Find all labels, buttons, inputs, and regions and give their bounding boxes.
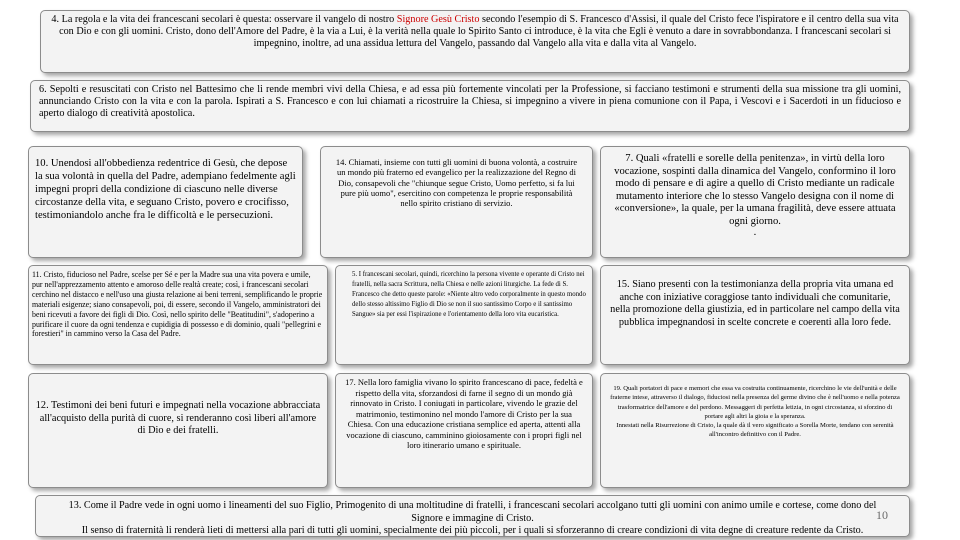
article-13-text-2: Il senso di fraternità li renderà lieti di mettersi alla pari di tutti gli uomini, specialmente dei più piccoli, per i quali si sforzeranno di creare condizioni di vita degne di creature redente da Cristo.: [81, 525, 864, 536]
article-14-box: [320, 146, 593, 258]
article-13-text-1: 13. Come il Padre vede in ogni uomo i lineamenti del suo Figlio, Primogenito di una moltitudine di fratelli, i francescani secolari accolgano tutti gli uomini con animo umile e cortese, come dono del Signore e immagine di Cristo.: [68, 500, 877, 524]
highlight-signore-gesu-cristo: Signore Gesù Cristo: [396, 14, 480, 25]
article-10-text: 10. Unendosi all'obbedienza redentrice di Gesù, che depose la sua volontà in quella del Padre, adempiano fedelmente agli impegni propri della condizione di ciascuno nelle diverse circostanze della vita, e seguano Cristo, povero e crocifisso, testimoniandolo anche fra le difficoltà e le persecuzioni.: [35, 158, 296, 221]
slide-number: 10: [876, 508, 888, 522]
article-15-box: [600, 265, 910, 365]
article-7-text: 7. Quali «fratelli e sorelle della penitenza», in virtù della loro vocazione, sospinti dalla dinamica del Vangelo, conformino il loro modo di pensare e di agire a quello di Cristo mediante un radicale mutamento interiore che lo stesso Vangelo designa con il nome di «conversione», la quale, per la umana fragilità, deve essere attuata ogni giorno.: [614, 153, 896, 227]
article-4-text: 4. La regola e la vita dei francescani secolari è questa: osservare il vangelo di nostro Signore Gesù Cristo secondo l'esempio di S. Francesco d'Assisi, il quale del Cristo fece l'ispiratore e il centro della sua vita con Dio e con gli uomini. Cristo, dono dell'Amore del Padre, è la via a Lui, è la verità nella quale lo Spirito Santo ci introduce, è la vita che Egli è venuto a dare in sovrabbondanza. I francescani secolari si impegnino, inoltre, ad una assidua lettura del Vangelo, passando dal Vangelo alla vita e dalla vita al Vangelo.: [51, 14, 899, 49]
article-19-box: [600, 373, 910, 488]
article-12-box: [28, 373, 328, 488]
article-12-text: 12. Testimoni dei beni futuri e impegnati nella vocazione abbracciata all'acquisto della purità di cuore, si renderanno così liberi all'amore di Dio e dei fratelli.: [35, 400, 321, 436]
article-17-text: 17. Nella loro famiglia vivano lo spirito francescano di pace, fedeltà e rispetto della vita, sforzandosi di farne il segno di un mondo già rinnovato in Cristo. I coniugati in particolare, vivendo le grazie del matrimonio, testimonino nel mondo l'amore di Cristo per la sua Chiesa. Con una educazione cristiana semplice ed aperta, attenti alla vocazione di ciascuno, camminino gioiosamente con i propri figli nel loro itinerario umano e spirituale.: [345, 377, 583, 450]
article-11-text: 11. Cristo, fiducioso nel Padre, scelse per Sé e per la Madre sua una vita povera e umile, pur nell'apprezzamento attento e amoroso delle realtà create; così, i francescani secolari cerchino nel distacco e nell'uso una giusta relazione ai beni terreni, semplificando le proprie materiali esigenze; siano consapevoli, poi, di essere, secondo il Vangelo, amministratori dei beni ricevuti a favore dei figli di Dio. Così, nello spirito delle "Beatitudini", s'adoperino a purificare il cuore da ogni tendenza e cupidigia di possesso e di dominio, quali "pellegrini e forestieri" in cammino verso la Casa del Padre.: [32, 270, 323, 339]
article-19-text-1: 19. Quali portatori di pace e memori che essa va costruita continuamente, ricerchino le vie dell'unità e delle fraterne intese, attraverso il dialogo, fiduciosi nella presenza del germe divino che è nell'uomo e nella potenza trasformatrice dell'amore e del perdono. Messaggeri di perfetta letizia, in ogni circostanza, si sforzino di portare agli altri la gioia e la speranza.: [610, 385, 900, 420]
article-4-box: [40, 10, 910, 73]
article-11-box: [28, 265, 328, 365]
article-5-text: 5. I francescani secolari, quindi, ricerchino la persona vivente e operante di Cristo nei fratelli, nella sacra Scrittura, nella Chiesa e nelle azioni liturgiche. La fede di S. Francesco che detto queste parole: «Niente altro vedo corporalmente in questo mondo dello stesso altissimo Figlio di Dio se non il suo santissimo Corpo e il santissimo Sangue» sia per essi l'ispirazione e l'orientamento della loro vita eucaristica.: [352, 271, 586, 318]
article-7-trailing: .: [753, 227, 757, 238]
article-13-box: [35, 495, 910, 537]
article-10-box: [28, 146, 303, 258]
article-7-box: [600, 146, 910, 258]
article-17-box: [335, 373, 593, 488]
article-5-box: [335, 265, 593, 365]
article-14-text: 14. Chiamati, insieme con tutti gli uomini di buona volontà, a costruire un mondo più fraterno ed evangelico per la realizzazione del Regno di Dio, consapevoli che "chiunque segue Cristo, Uomo perfetto, si fa lui pure più uomo", esercitino con competenza le proprie responsabilità nello spirito cristiano di servizio.: [335, 157, 578, 209]
article-6-box: [30, 80, 910, 132]
article-19-text-2: Innestati nella Risurrezione di Cristo, la quale dà il vero significato a Sorella Morte, tendano con serenità all'incontro definitivo con il Padre.: [616, 422, 894, 439]
article-15-text: 15. Siano presenti con la testimonianza della propria vita umana ed anche con iniziative coraggiose tanto individuali che comunitarie, nella promozione della giustizia, ed in particolare nel campo della vita pubblica impegnandosi in scelte concrete e coerenti alla loro fede.: [610, 279, 900, 328]
article-6-text: 6. Sepolti e resuscitati con Cristo nel Battesimo che li rende membri vivi della Chiesa, e ad essa più fortemente vincolati per la Professione, si facciano testimoni e strumenti della sua missione tra gli uomini, annunciando Cristo con la vita e con la parola. Ispirati a S. Francesco e con lui chiamati a ricostruire la Chiesa, si impegnino a vivere in piena comunione con il Papa, i Vescovi e i Sacerdoti in un fiducioso e aperto dialogo di creatività apostolica.: [39, 84, 901, 119]
